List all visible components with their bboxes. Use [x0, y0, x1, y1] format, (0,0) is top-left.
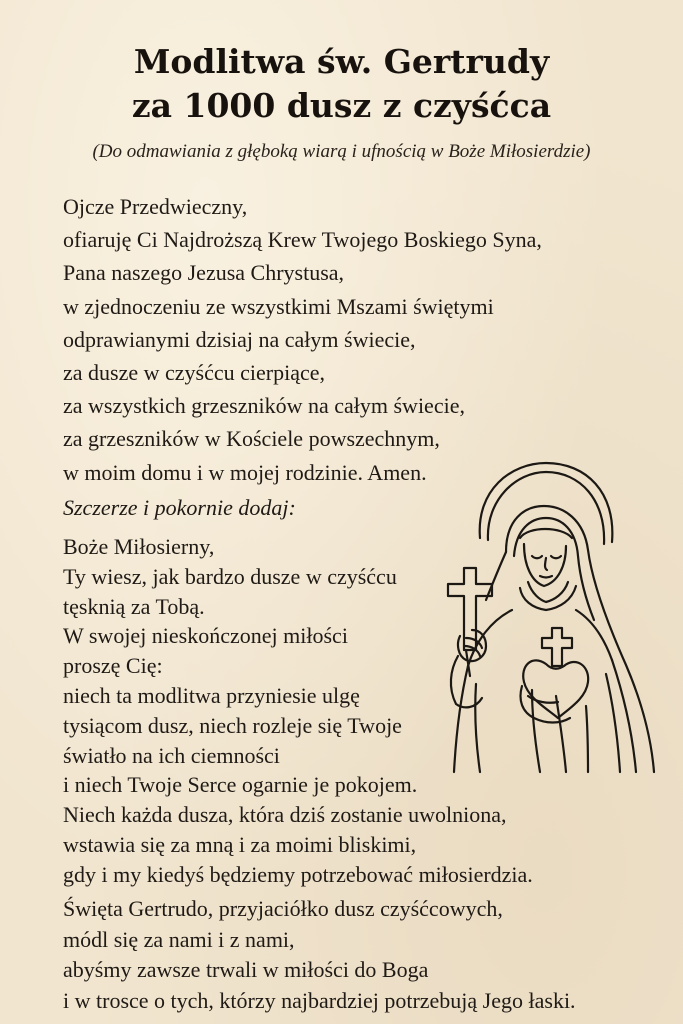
prayer-line: światło na ich ciemności — [63, 742, 280, 768]
instruction-text: Szczerze i pokornie dodaj: — [63, 495, 296, 520]
veil-icon — [506, 506, 654, 772]
title-line-1: Modlitwa św. Gertrudy — [133, 42, 550, 81]
prayer-line: Niech każda dusza, która dziś zostanie uwolniona, — [63, 802, 507, 828]
prayer-line: Ojcze Przedwieczny, — [63, 194, 248, 219]
prayer-line: za grzeszników w Kościele powszechnym, — [63, 426, 440, 452]
saint-gertrude-illustration — [436, 460, 658, 775]
prayer-saint-gertrude — [63, 894, 576, 1016]
prayer-line: Ty wiesz, jak bardzo dusze w czyśćcu — [63, 563, 397, 589]
prayer-line: W swojej nieskończonej miłości — [63, 623, 348, 649]
title-line-2: za 1000 dusz z czyśćca — [131, 86, 552, 125]
prayer-line: za wszystkich grzeszników na całym świecie, — [63, 393, 465, 419]
heart-cross-icon — [542, 628, 572, 666]
prayer-line: tęsknią za Tobą. — [63, 593, 205, 619]
closed-eyes-icon — [532, 556, 542, 558]
prayer-line: w moim domu i w mojej rodzinie. Amen. — [63, 459, 427, 485]
halo-icon — [480, 463, 613, 542]
prayer-line: Święta Gertrudo, przyjaciółko dusz czyśćcowych, — [63, 896, 503, 921]
prayer-line: abyśmy zawsze trwali w miłości do Boga — [63, 957, 429, 982]
prayer-line: wstawia się za mną i za moimi bliskimi, — [63, 831, 417, 857]
prayer-line: niech ta modlitwa przyniesie ulgę — [63, 682, 360, 708]
prayer-line: módl się za nami i z nami, — [63, 926, 295, 952]
halo-inner-icon — [488, 472, 604, 544]
prayer-line: odprawianymi dzisiaj na całym świecie, — [63, 326, 416, 352]
prayer-line: i niech Twoje Serce ogarnie je pokojem. — [63, 772, 418, 798]
prayer-line: proszę Cię: — [63, 653, 163, 679]
prayer-line: w zjednoczeniu ze wszystkimi Mszami świętymi — [63, 293, 494, 319]
prayer-line: Boże Miłosierny, — [63, 534, 215, 559]
prayer-line: gdy i my kiedyś będziemy potrzebować miłosierdzia. — [63, 861, 533, 887]
prayer-line: i w trosce o tych, którzy najbardziej potrzebują Jego łaski. — [63, 987, 576, 1013]
prayer-eternal-father — [63, 190, 542, 489]
prayer-line: tysiącom dusz, niech rozleje się Twoje — [63, 712, 402, 738]
page-title — [0, 40, 683, 128]
prayer-line: ofiaruję Ci Najdroższą Krew Twojego Boskiego Syna, — [63, 227, 542, 253]
prayer-line: Pana naszego Jezusa Chrystusa, — [63, 260, 345, 286]
subtitle: (Do odmawiania z głęboką wiarą i ufnością w Boże Miłosierdzie) — [92, 141, 591, 162]
prayer-line: za dusze w czyśćcu cierpiące, — [63, 360, 326, 386]
